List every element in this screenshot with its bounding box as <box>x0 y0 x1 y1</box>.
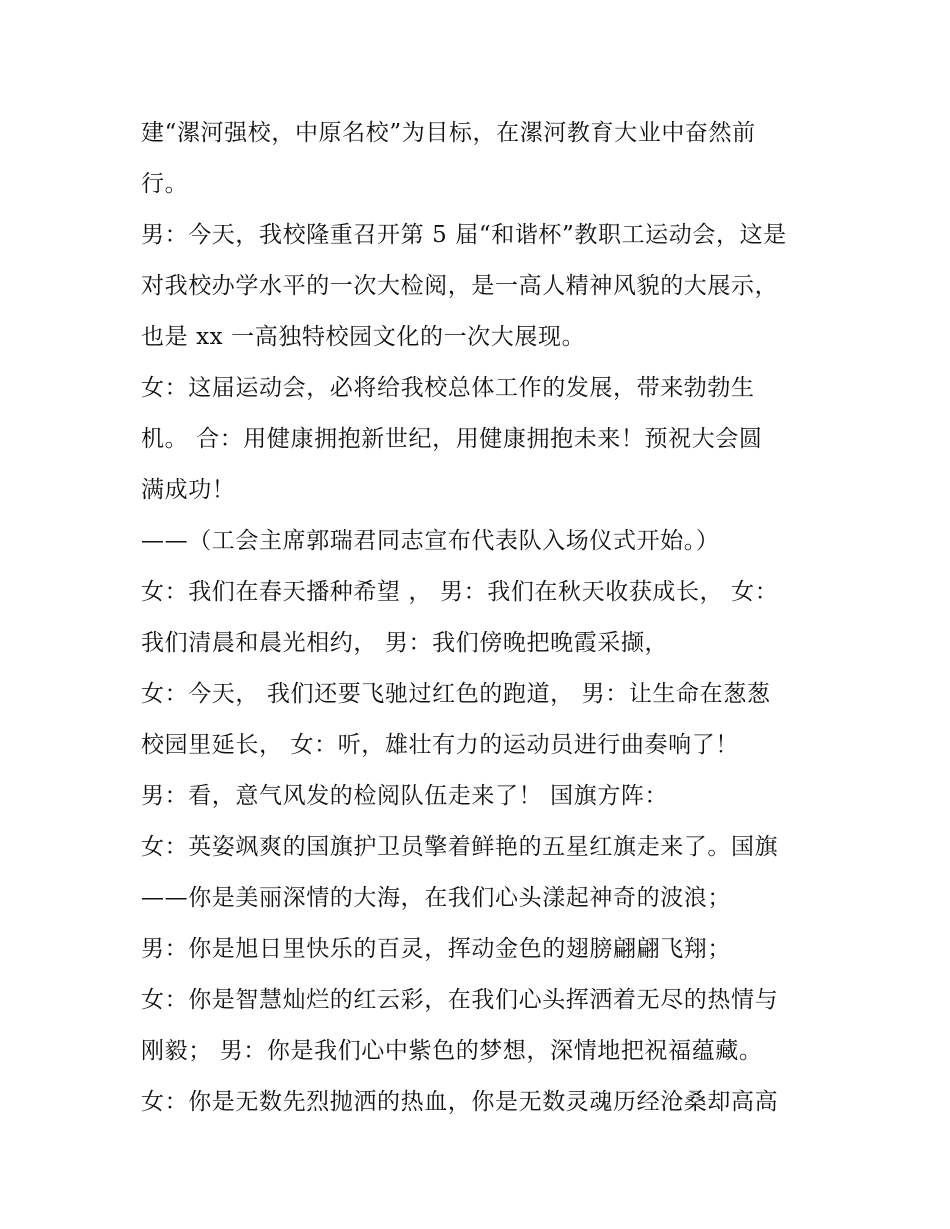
text-line: 满成功！ <box>141 477 236 503</box>
body-text <box>141 108 821 1128</box>
text-line: ——你是美丽深情的大海，在我们心头漾起神奇的波浪； <box>141 885 731 911</box>
text-line: 刚毅； 男：你是我们心中紫色的梦想，深情地把祝福蕴藏。 <box>141 1038 763 1064</box>
text-line: 男：看，意气风发的检阅队伍走来了！ 国旗方阵： <box>141 783 669 809</box>
text-line: ——（工会主席郭瑞君同志宣布代表队入场仪式开始。） <box>141 528 720 554</box>
text-line: 女：英姿飒爽的国旗护卫员擎着鲜艳的五星红旗走来了。国旗 <box>141 834 779 860</box>
text-line: 也是 xx 一高独特校园文化的一次大展现。 <box>141 324 586 350</box>
text-line: 对我校办学水平的一次大检阅，是一高人精神风貌的大展示， <box>141 273 779 299</box>
text-line: 我们清晨和晨光相约， 男：我们傍晚把晚霞采撷， <box>141 630 669 656</box>
text-line: 男：你是旭日里快乐的百灵，挥动金色的翅膀翩翩飞翔； <box>141 936 731 962</box>
text-line: 女：这届运动会，必将给我校总体工作的发展，带来勃勃生 <box>141 375 755 401</box>
text-line: 女：我们在春天播种希望 ， 男：我们在秋天收获成长， 女： <box>141 579 779 605</box>
text-line: 女：你是无数先烈抛洒的热血，你是无数灵魂历经沧桑却高高 <box>141 1089 779 1115</box>
text-line: 男：今天，我校隆重召开第 5 届“和谐杯”教职工运动会，这是 <box>141 222 787 248</box>
text-line: 行。 <box>141 171 189 197</box>
text-line: 女：你是智慧灿烂的红云彩，在我们心头挥洒着无尽的热情与 <box>141 987 779 1013</box>
text-line: 校园里延长， 女：听，雄壮有力的运动员进行曲奏响了！ <box>141 732 739 758</box>
text-line: 机。 合：用健康拥抱新世纪，用健康拥抱未来！预祝大会圆 <box>141 426 763 452</box>
text-line: 建“漯河强校，中原名校”为目标，在漯河教育大业中奋然前 <box>141 120 756 146</box>
text-line: 女：今天， 我们还要飞驰过红色的跑道， 男：让生命在葱葱 <box>141 681 771 707</box>
